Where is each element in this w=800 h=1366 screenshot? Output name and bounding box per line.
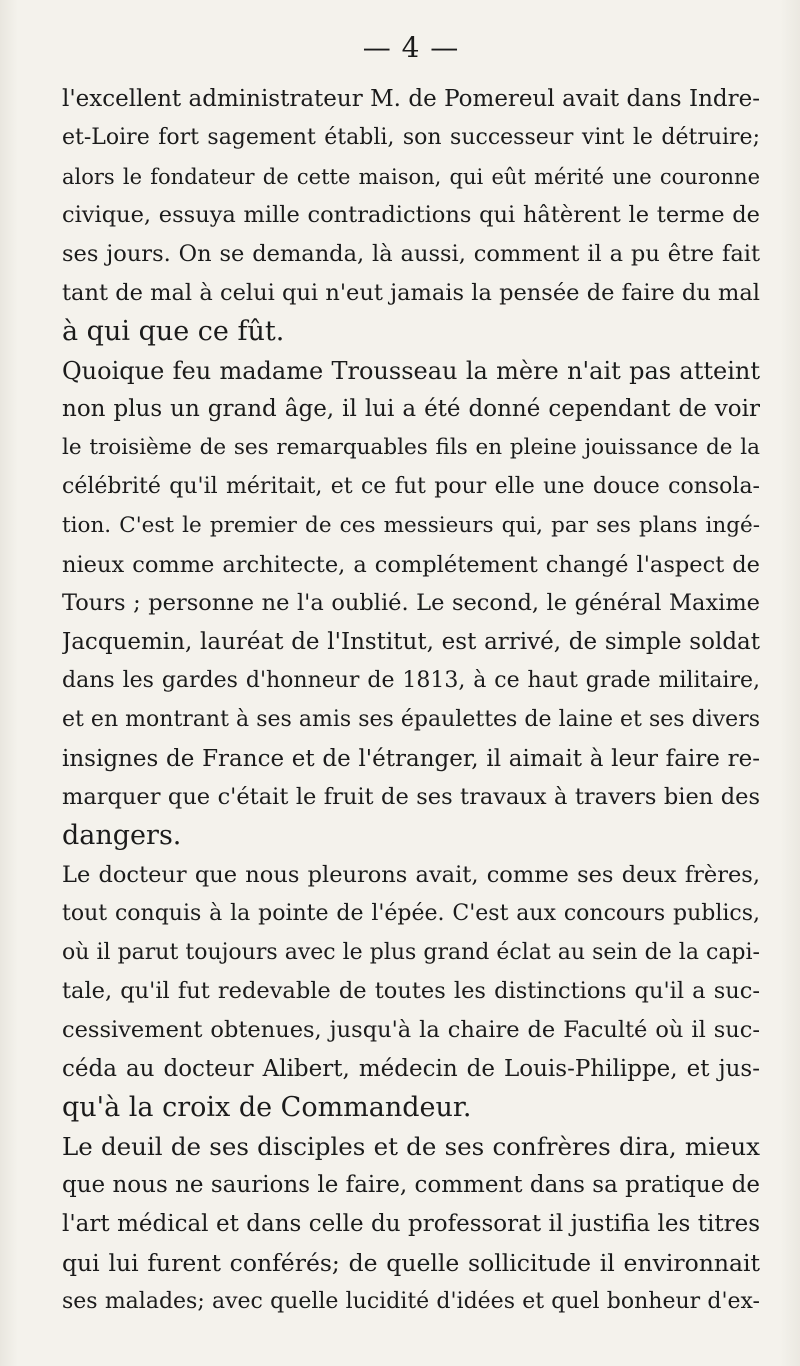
text-line: non plus un grand âge, il lui a été donné cependant de voir — [62, 396, 760, 423]
text-line: céda au docteur Alibert, médecin de Louis-Philippe, et jus- — [62, 1055, 760, 1082]
text-line: nieux comme architecte, a complétement changé l'aspect de — [62, 551, 760, 578]
text-line: marquer que c'était le fruit de ses travaux à travers bien des — [62, 784, 760, 811]
text-line: ses malades; avec quelle lucidité d'idées et quel bonheur d'ex- — [62, 1288, 760, 1314]
text-line: et-Loire fort sagement établi, son successeur vint le détruire; — [62, 124, 760, 150]
text-line: alors le fondateur de cette maison, qui eût mérité une couronne — [62, 164, 760, 189]
text-line: célébrité qu'il méritait, et ce fut pour elle une douce consola- — [62, 473, 760, 499]
text-line: dangers. — [62, 820, 182, 852]
text-line: à qui que ce fût. — [62, 315, 285, 347]
text-line: Le docteur que nous pleurons avait, comme ses deux frères, — [62, 861, 760, 888]
text-line: dans les gardes d'honneur de 1813, à ce haut grade militaire, — [62, 667, 760, 693]
text-line: tant de mal à celui qui n'eut jamais la pensée de faire du mal — [62, 279, 760, 306]
text-line: tale, qu'il fut redevable de toutes les distinctions qu'il a suc- — [62, 978, 760, 1005]
text-line: tout conquis à la pointe de l'épée. C'est aux concours publics, — [62, 900, 760, 926]
text-line: Quoique feu madame Trousseau la mère n'ait pas atteint — [62, 356, 760, 385]
text-line: Jacquemin, lauréat de l'Institut, est arrivé, de simple soldat — [62, 629, 760, 656]
text-line: qui lui furent conférés; de quelle sollicitude il environnait — [62, 1248, 760, 1277]
text-line: l'art médical et dans celle du professorat il justifia les titres — [62, 1211, 760, 1238]
text-line: le troisième de ses remarquables fils en pleine jouissance de la — [62, 435, 760, 461]
text-line: que nous ne saurions le faire, comment dans sa pratique de — [62, 1172, 760, 1199]
text-line: l'excellent administrateur M. de Pomereul avait dans Indre- — [62, 86, 760, 112]
text-line: et en montrant à ses amis ses épaulettes de laine et ses divers — [62, 706, 760, 732]
text-line: cessivement obtenues, jusqu'à la chaire de Faculté où il suc- — [62, 1017, 760, 1044]
text-line: où il parut toujours avec le plus grand éclat au sein de la capi- — [62, 939, 760, 965]
text-line: qu'à la croix de Commandeur. — [62, 1091, 472, 1123]
body-text — [62, 80, 760, 1322]
text-line: Le deuil de ses disciples et de ses confrères dira, mieux — [62, 1131, 760, 1161]
text-line: Tours ; personne ne l'a oublié. Le second, le général Maxime — [62, 590, 760, 617]
text-line: tion. C'est le premier de ces messieurs qui, par ses plans ingé- — [62, 512, 760, 538]
text-line: ses jours. On se demanda, là aussi, comment il a pu être fait — [62, 241, 760, 268]
page-number: — 4 — — [362, 31, 460, 64]
text-line: insignes de France et de l'étranger, il aimait à leur faire re- — [62, 745, 760, 772]
text-line: civique, essuya mille contradictions qui hâtèrent le terme de — [62, 202, 760, 229]
